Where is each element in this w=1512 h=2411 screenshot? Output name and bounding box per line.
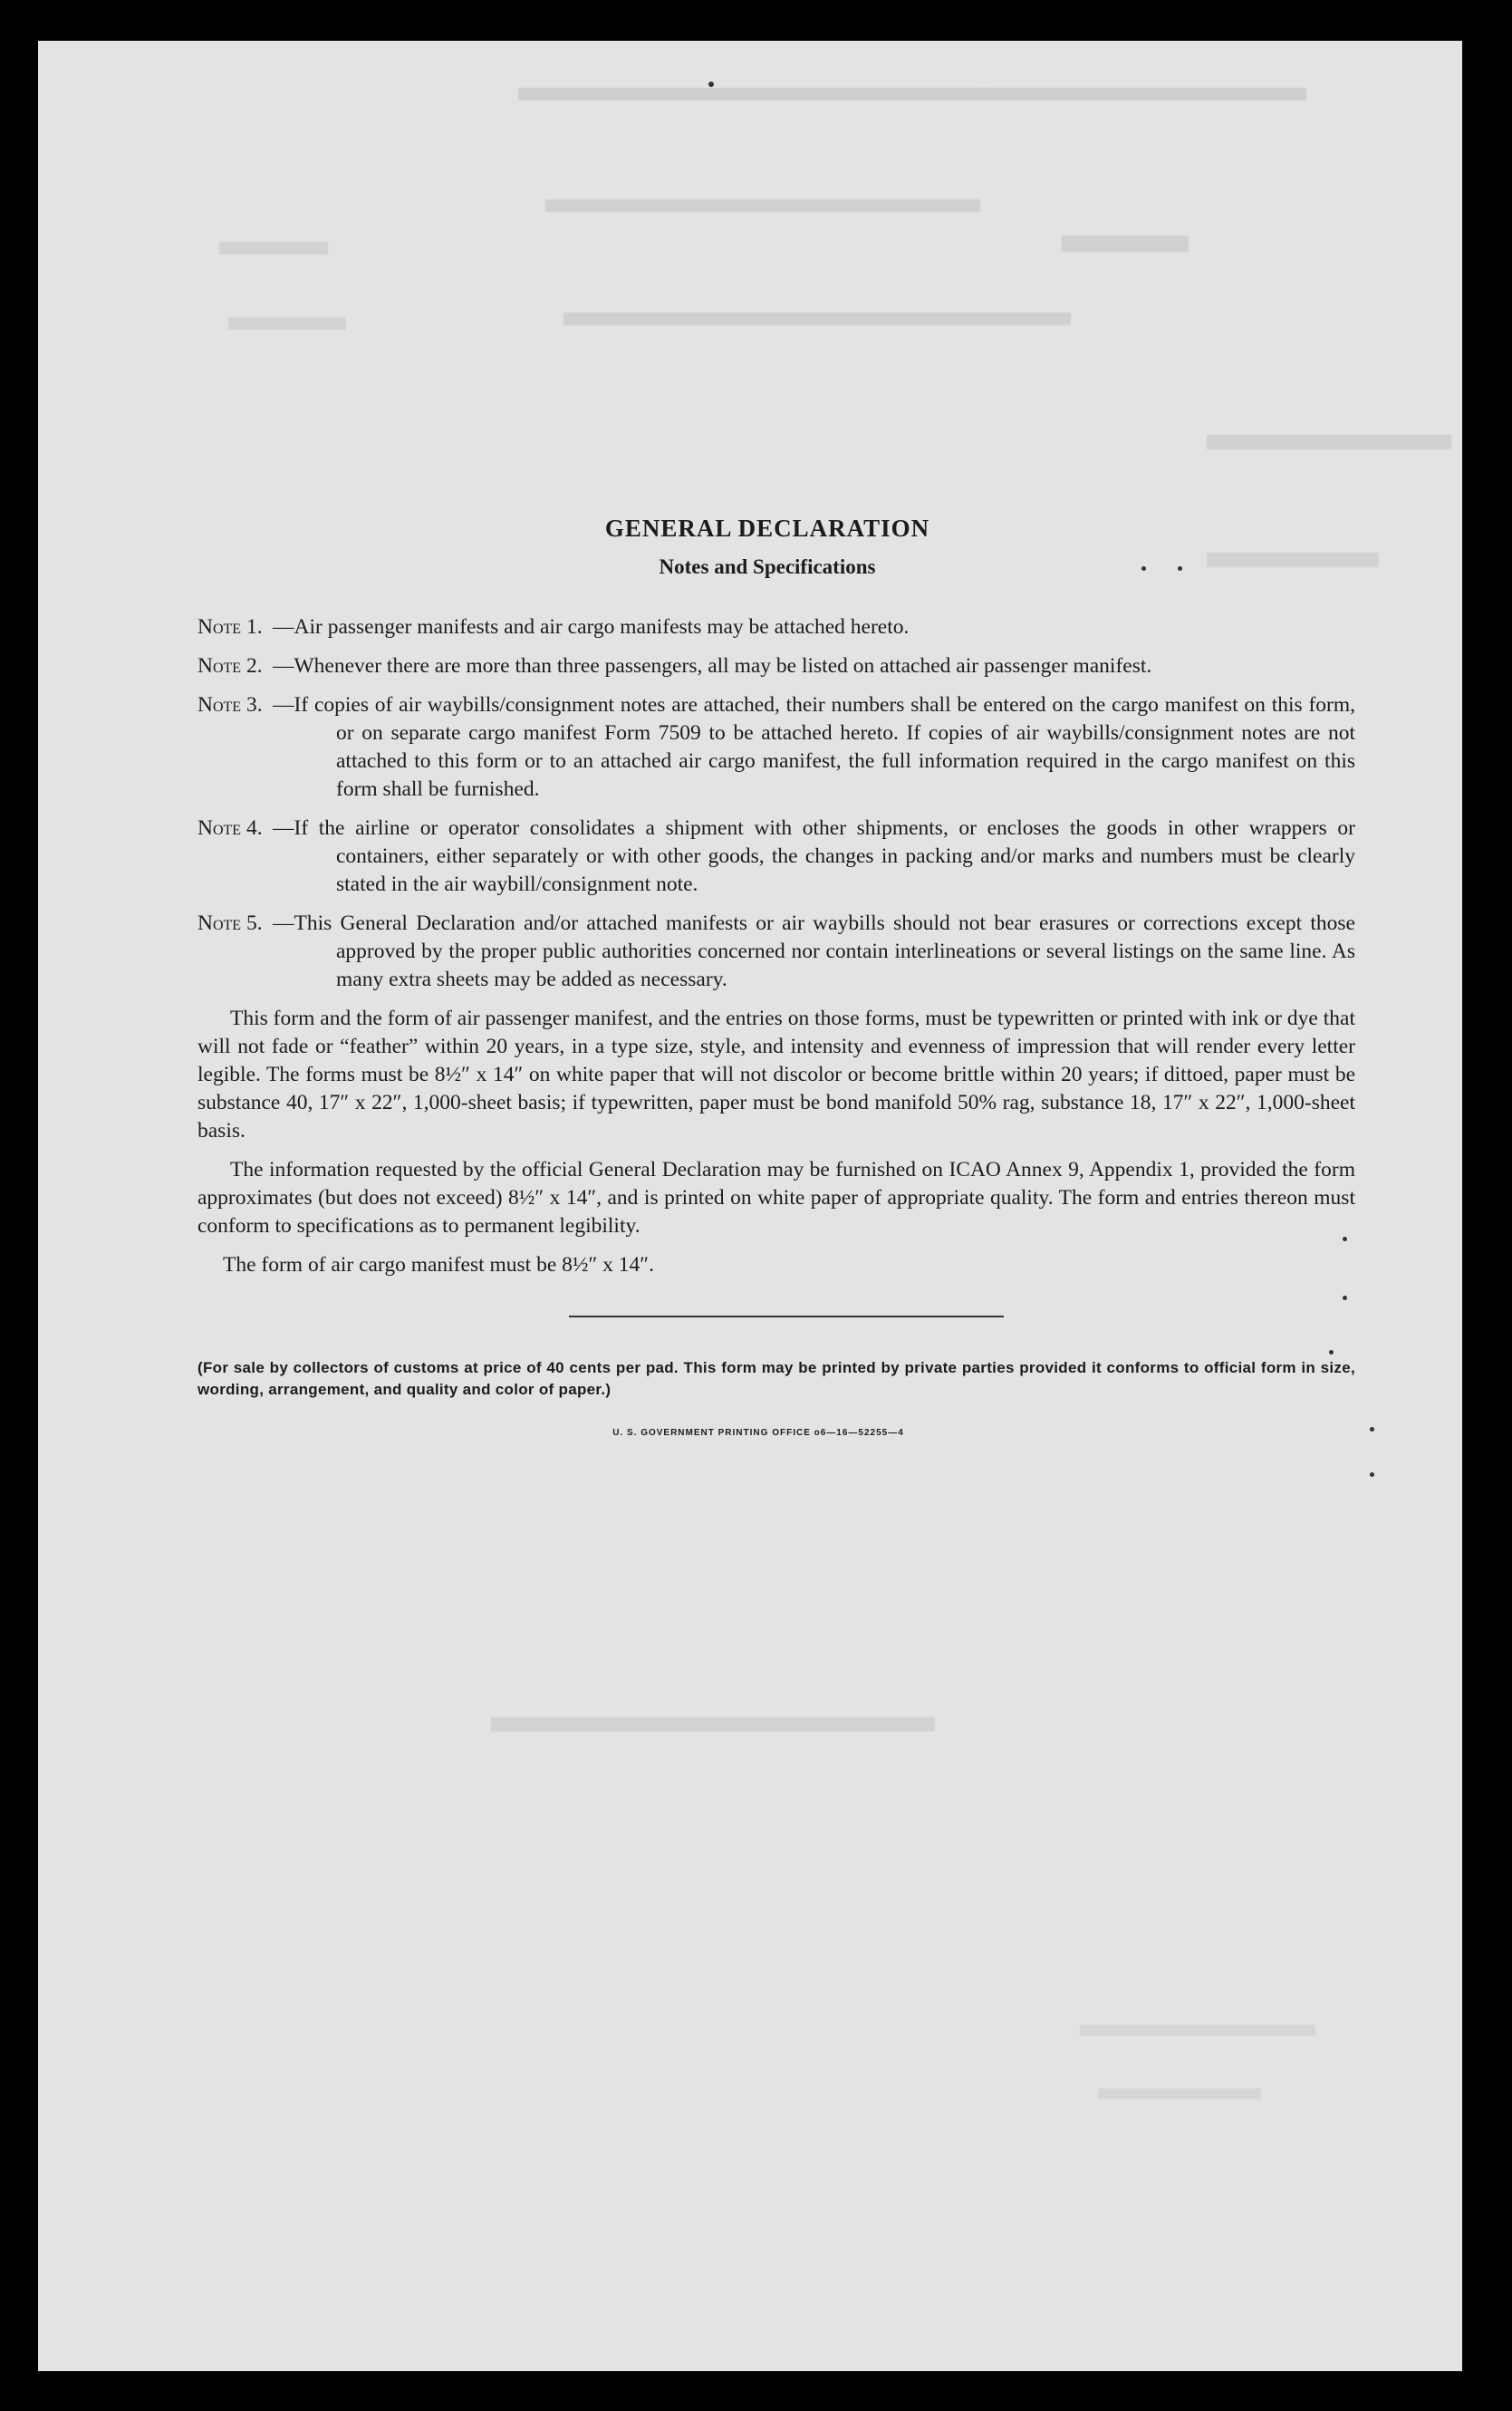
note-4 bbox=[197, 815, 1355, 899]
note-2 bbox=[197, 652, 1355, 680]
bleed-through-line bbox=[563, 313, 1071, 325]
bleed-through-line bbox=[219, 242, 328, 255]
note-label: Note 3. bbox=[197, 693, 263, 717]
printer-imprint: U. S. GOVERNMENT PRINTING OFFICE o6—16—52255—4 bbox=[612, 1428, 904, 1438]
bleed-through-line bbox=[545, 199, 980, 212]
note-5 bbox=[197, 910, 1355, 994]
divider-rule bbox=[569, 1316, 1004, 1317]
document-title: GENERAL DECLARATION bbox=[604, 515, 930, 542]
scan-speck bbox=[708, 82, 714, 87]
scan-speck bbox=[1370, 1427, 1374, 1432]
bleed-through-line bbox=[1062, 236, 1189, 252]
note-text: —Whenever there are more than three passengers, all may be listed on attached air passenger manifest. bbox=[273, 654, 1152, 678]
notes-list bbox=[197, 613, 1355, 994]
bleed-through-line bbox=[1080, 2025, 1315, 2036]
paragraph-cargo-size: The form of air cargo manifest must be 8½″ x 14″. bbox=[223, 1253, 654, 1277]
bleed-through-line bbox=[491, 1717, 935, 1731]
declaration-content bbox=[197, 515, 1355, 1438]
paragraph-legibility: This form and the form of air passenger manifest, and the entries on those forms, must be typewritten or printed with ink or dye that will not fade or “feather” within 20 years, in a type size, style, and intensity and evenness of impression that will render every letter legible. The forms must be 8½″ x 14″ on white paper that will not discolor or become brittle within 20 years; if dittoed, paper must be substance 40, 17″ x 22″, 1,000-sheet basis; if typewritten, paper must be bond manifold 50% rag, substance 18, 17″ x 22″, 1,000-sheet basis. bbox=[197, 1007, 1355, 1143]
scan-speck bbox=[1370, 1472, 1374, 1477]
bleed-through-line bbox=[1207, 435, 1451, 449]
bleed-through-line bbox=[980, 88, 1306, 101]
note-3 bbox=[197, 691, 1355, 804]
note-label: Note 5. bbox=[197, 911, 263, 935]
note-text: —Air passenger manifests and air cargo manifests may be attached hereto. bbox=[273, 615, 910, 639]
bleed-through-line bbox=[1098, 2088, 1261, 2099]
note-text: —This General Declaration and/or attached manifests or air waybills should not bear erasures or corrections except those approved by the proper public authorities concerned nor contain interlineations or several listings on the same line. As many extra sheets may be added as necessary. bbox=[273, 911, 1355, 991]
note-text: —If copies of air waybills/consignment notes are attached, their numbers shall be entered on the cargo manifest on this form, or on separate cargo manifest Form 7509 to be attached hereto. If copies of air waybills/consignment notes are not attached to this form or to an attached air cargo manifest, the full information required in the cargo manifest on this form shall be furnished. bbox=[273, 693, 1355, 801]
note-label: Note 4. bbox=[197, 816, 263, 840]
bleed-through-line bbox=[518, 88, 989, 101]
bleed-through-line bbox=[228, 317, 346, 330]
paragraph-icao: The information requested by the official General Declaration may be furnished on ICAO Annex 9, Appendix 1, provided the form approximates (but does not exceed) 8½″ x 14″, and is printed on white paper of appropriate quality. The form and entries thereon must conform to specifications as to permanent legibility. bbox=[197, 1158, 1355, 1238]
note-1 bbox=[197, 613, 1355, 641]
document-subtitle: Notes and Specifications bbox=[659, 555, 876, 578]
note-label: Note 1. bbox=[197, 615, 263, 639]
note-label: Note 2. bbox=[197, 654, 263, 678]
sale-footnote: (For sale by collectors of customs at price of 40 cents per pad. This form may be printed by private parties provided it conforms to official form in size, wording, arrangement, and quality and color of paper.) bbox=[197, 1359, 1355, 1398]
document-page bbox=[38, 41, 1462, 2371]
note-text: —If the airline or operator consolidates a shipment with other shipments, or encloses the goods in other wrappers or containers, either separately or with other goods, the changes in packing and/or marks and numbers must be clearly stated in the air waybill/consignment note. bbox=[273, 816, 1355, 896]
